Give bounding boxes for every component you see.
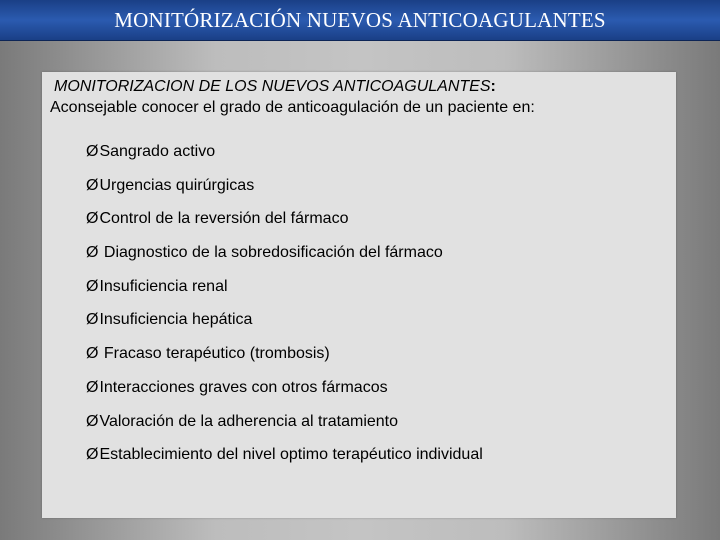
- arrow-bullet-icon: Ø: [86, 412, 99, 430]
- list-item-text: Interacciones graves con otros fármacos: [99, 378, 388, 396]
- list-item-text: Diagnostico de la sobredosificación del fármaco: [99, 244, 443, 262]
- list-item: [86, 278, 483, 312]
- arrow-bullet-icon: Ø: [86, 277, 99, 295]
- section-heading-colon: :: [490, 78, 496, 95]
- list-item: [86, 446, 483, 480]
- title-bar: [0, 0, 720, 41]
- arrow-bullet-icon: Ø: [86, 378, 99, 396]
- arrow-bullet-icon: Ø: [86, 311, 99, 329]
- list-item: [86, 379, 483, 413]
- arrow-bullet-icon: Ø: [86, 446, 99, 464]
- list-item-text: Establecimiento del nivel optimo terapéutico individual: [99, 446, 483, 464]
- list-item: [86, 413, 483, 447]
- list-item: [86, 345, 483, 379]
- list-item-text: Sangrado activo: [99, 143, 216, 160]
- bullet-list: [86, 143, 483, 480]
- list-item: [86, 143, 483, 177]
- arrow-bullet-icon: Ø: [86, 176, 99, 194]
- list-item-text: Valoración de la adherencia al tratamiento: [99, 412, 399, 430]
- arrow-bullet-icon: Ø: [86, 143, 99, 160]
- intro-text: Aconsejable conocer el grado de anticoagulación de un paciente en:: [50, 99, 535, 116]
- list-item: [86, 311, 483, 345]
- list-item-text: Fracaso terapéutico (trombosis): [99, 345, 330, 363]
- list-item-text: Control de la reversión del fármaco: [99, 210, 349, 228]
- section-heading-text: MONITORIZACION DE LOS NUEVOS ANTICOAGULANTES: [54, 78, 491, 95]
- list-item: [86, 210, 483, 244]
- list-item-text: Urgencias quirúrgicas: [99, 176, 255, 194]
- section-heading: [54, 78, 496, 96]
- list-item: [86, 244, 483, 278]
- list-item-text: Insuficiencia hepática: [99, 311, 253, 329]
- list-item: [86, 177, 483, 211]
- arrow-bullet-icon: Ø: [86, 345, 99, 363]
- arrow-bullet-icon: Ø: [86, 210, 99, 228]
- slide-title: MONITÓRIZACIÓN NUEVOS ANTICOAGULANTES: [114, 8, 606, 32]
- list-item-text: Insuficiencia renal: [99, 277, 228, 295]
- arrow-bullet-icon: Ø: [86, 244, 99, 262]
